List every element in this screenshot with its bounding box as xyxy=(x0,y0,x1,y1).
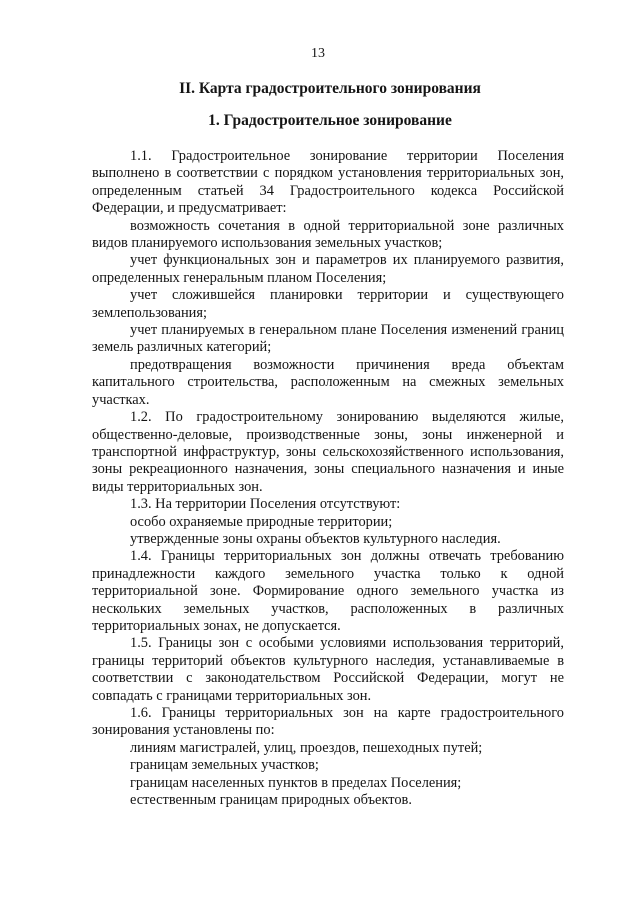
list-item: линиям магистралей, улиц, проездов, пешеходных путей; xyxy=(130,739,483,756)
list-item: естественным границам природных объектов. xyxy=(130,792,412,809)
subsection-title: 1. Градостроительное зонирование xyxy=(208,112,452,129)
list-item: учет планируемых в генеральном плане Поселения изменений границ земель различных категорий; xyxy=(92,322,564,356)
list-item: особо охраняемые природные территории; xyxy=(130,513,393,530)
list-item: учет сложившейся планировки территории и существующего землепользования; xyxy=(92,287,564,321)
paragraph-1-4: 1.4. Границы территориальных зон должны отвечать требованию принадлежности каждого земельного участка только к одной территориальной зоне. Формирование одного земельного участка из нескольких земельных участков, расположенных в различных территориальных зонах, не допускается. xyxy=(92,548,564,634)
paragraph-1-2: 1.2. По градостроительному зонированию выделяются жилые, общественно-деловые, производственные зоны, зоны инженерной и транспортной инфраструктур, зоны сельскохозяйственного использования, зоны рекреационного назначения, зоны специального назначения и иные виды территориальных зон. xyxy=(92,409,564,495)
section-title: II. Карта градостроительного зонирования xyxy=(179,80,481,97)
list-item: учет функциональных зон и параметров их планируемого развития, определенных генеральным планом Поселения; xyxy=(92,252,564,286)
paragraph-1-5: 1.5. Границы зон с особыми условиями использования территорий, границы территорий объектов культурного наследия, устанавливаемые в соответствии с законодательством Российской Федерации, могут не совпадать с границами территориальных зон. xyxy=(92,635,564,704)
list-item: границам населенных пунктов в пределах Поселения; xyxy=(130,774,462,791)
paragraph-1-6: 1.6. Границы территориальных зон на карте градостроительного зонирования установлены по: xyxy=(92,705,564,739)
paragraph-1-3: 1.3. На территории Поселения отсутствуют: xyxy=(130,496,401,513)
list-item: возможность сочетания в одной территориальной зоне различных видов планируемого использования земельных участков; xyxy=(92,217,564,252)
paragraph-1-1: 1.1. Градостроительное зонирование территории Поселения выполнено в соответствии с порядком установления территориальных зон, определенным статьей 34 Градостроительного кодекса Российской Федерации, и предусматривает: xyxy=(92,148,564,217)
list-item: предотвращения возможности причинения вреда объектам капитального строительства, расположенным на смежных земельных участках. xyxy=(92,356,564,408)
page-number: 13 xyxy=(311,46,325,61)
list-item: утвержденные зоны охраны объектов культурного наследия. xyxy=(130,530,501,547)
document-body xyxy=(92,148,564,809)
list-item: границам земельных участков; xyxy=(130,757,319,774)
